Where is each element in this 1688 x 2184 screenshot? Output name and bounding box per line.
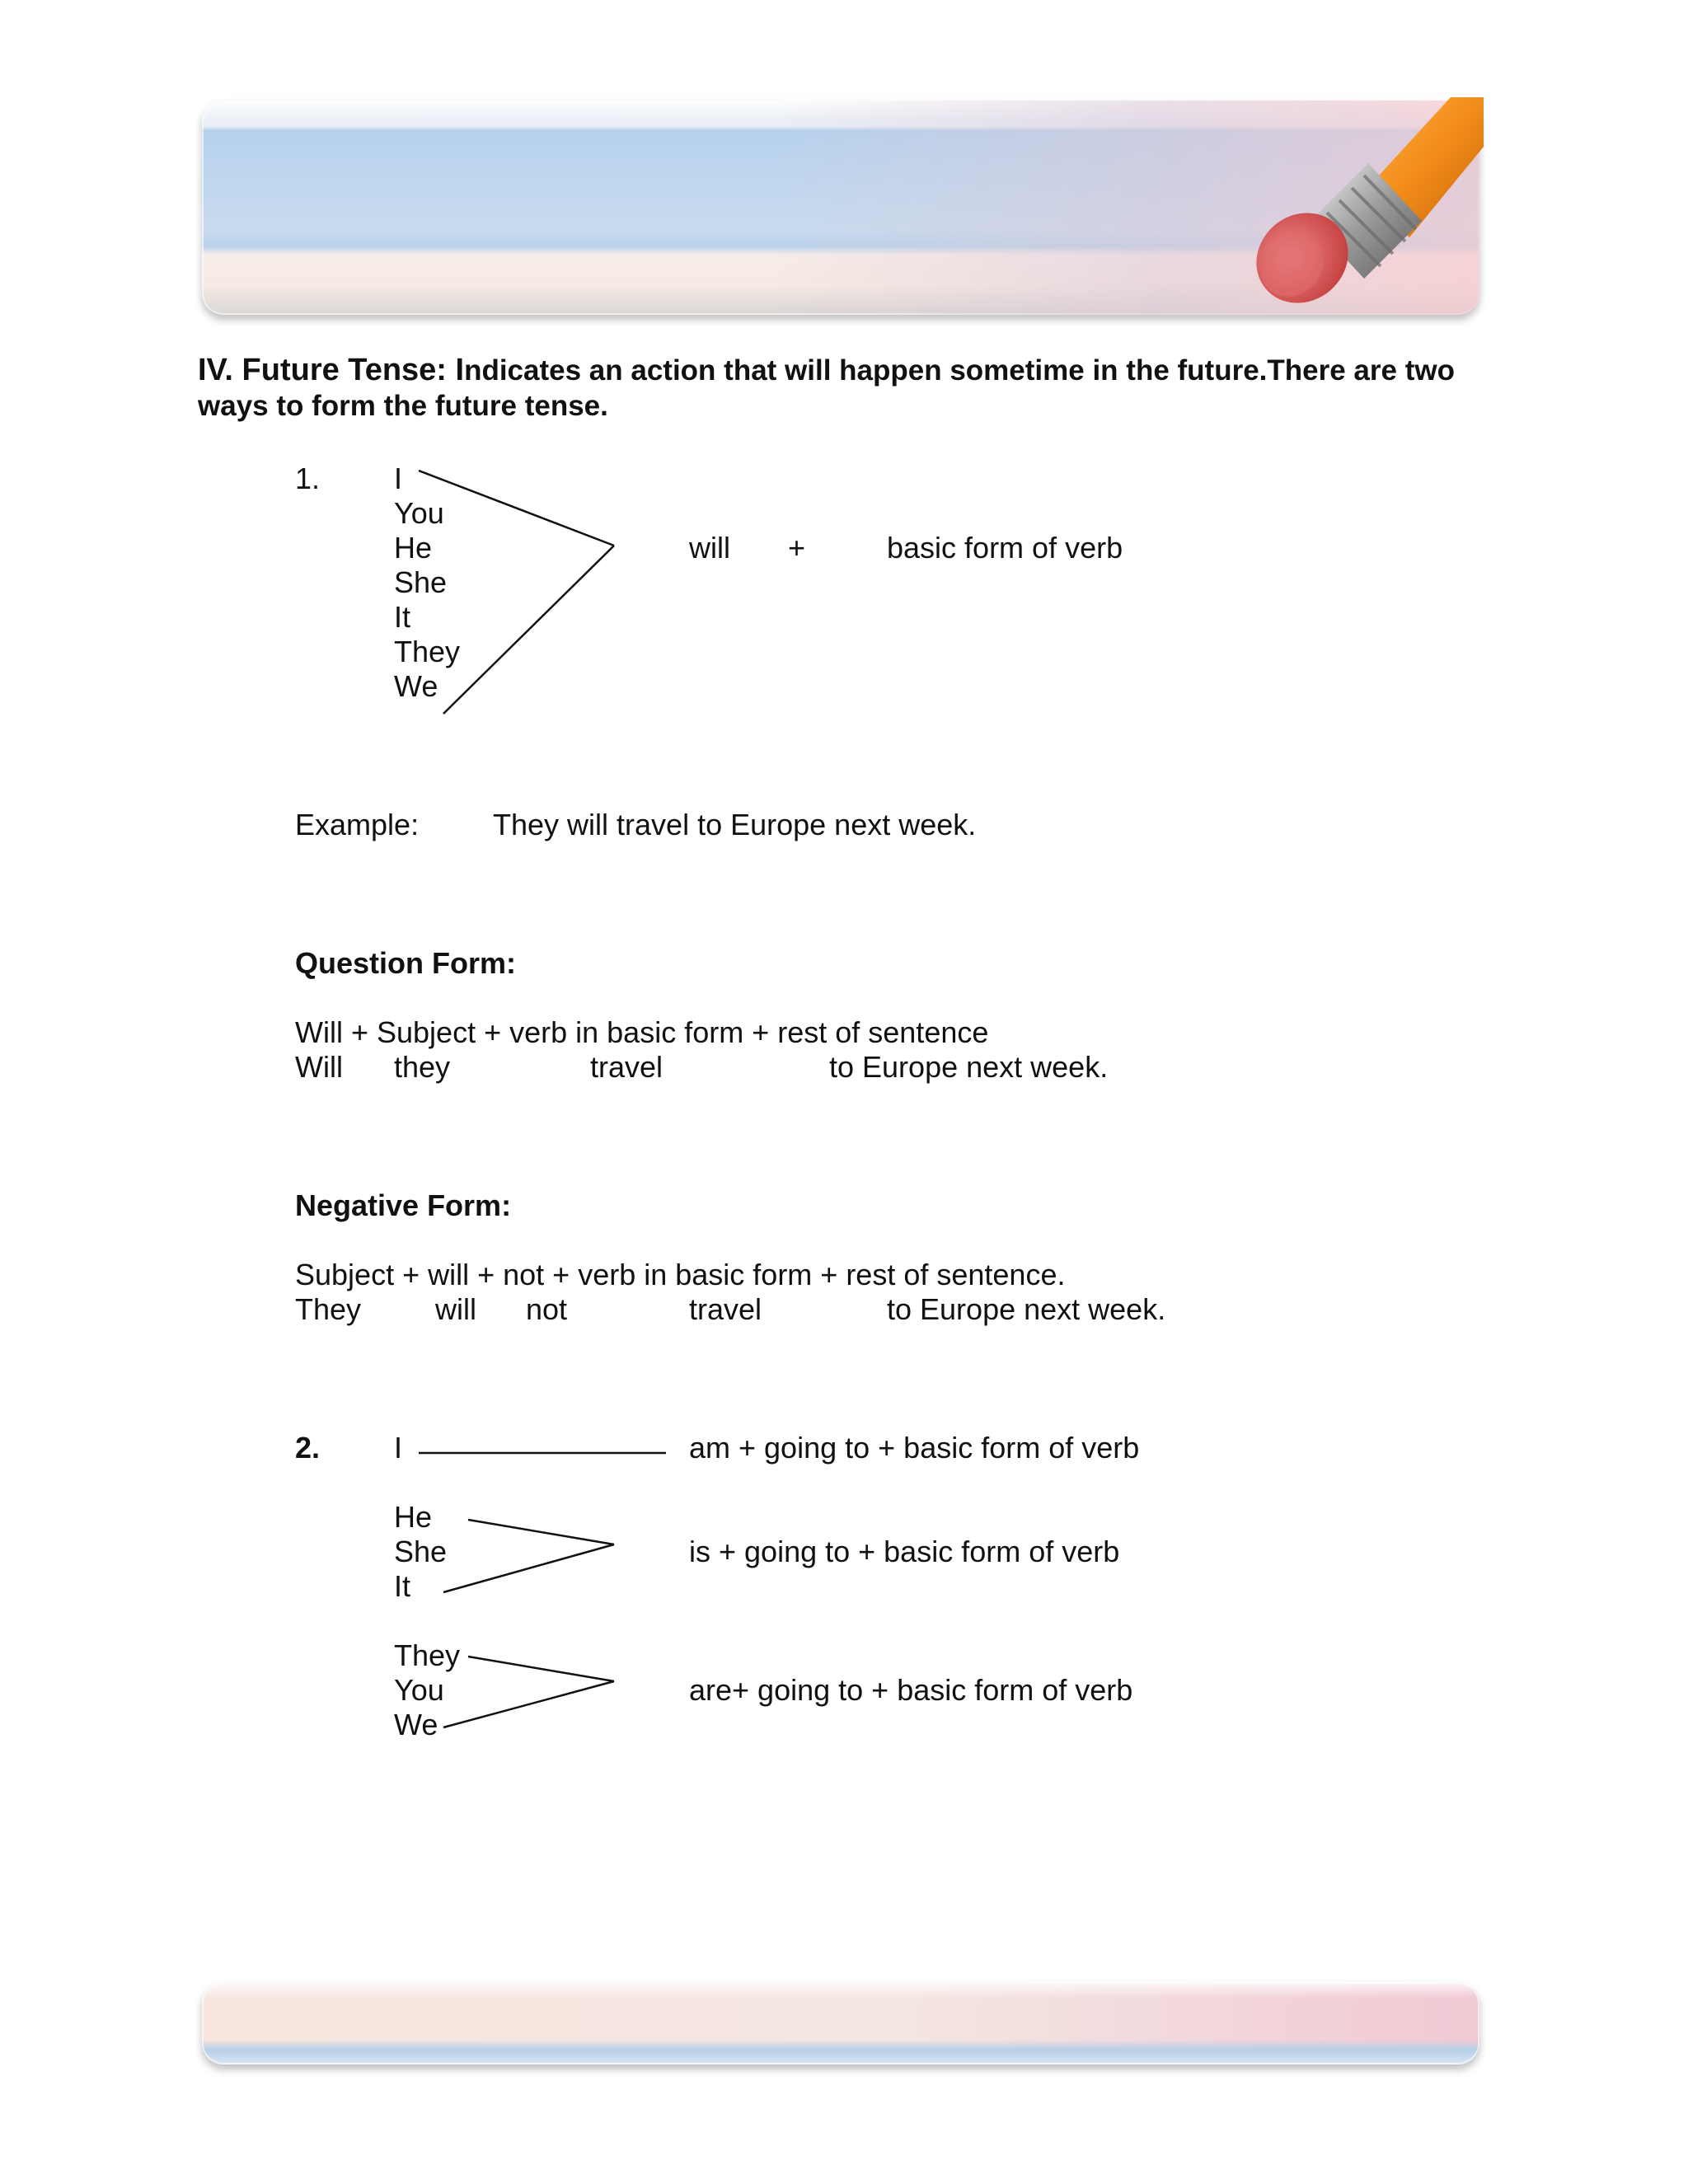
connector-we-to-will [443,546,614,714]
connector-we-to-are [443,1681,614,1727]
pronoun-she: She [394,565,448,599]
will-word: will [689,531,730,565]
is-going-to-rule: is + going to + basic form of verb [689,1535,1120,1568]
negative-word-rest: to Europe next week. [887,1292,1166,1326]
heading-title: IV. Future Tense: I [198,353,465,387]
plus-sign: + [788,531,806,565]
s2-pronoun-they: They [394,1638,461,1672]
question-form-title: Question Form: [295,946,516,980]
example-sentence: They will travel to Europe next week. [493,808,977,841]
pronoun-we: We [394,669,438,703]
are-going-to-rule: are+ going to + basic form of verb [689,1673,1133,1707]
connector-he-to-is [468,1520,614,1544]
connector-they-to-are [468,1657,614,1681]
example-label: Example: [295,808,420,841]
s2-pronoun-he: He [394,1500,433,1534]
negative-word-will: will [435,1292,476,1326]
s2-pronoun-we: We [394,1708,438,1741]
pencil-icon [1203,97,1484,312]
connector-it-to-is [443,1544,614,1592]
question-formula: Will + Subject + verb in basic form + rest of sentence [295,1015,989,1049]
negative-word-not: not [526,1292,568,1326]
bottom-banner [202,1982,1479,2064]
section-heading [198,353,1484,424]
am-going-to-rule: am + going to + basic form of verb [689,1431,1140,1465]
pronoun-you: You [394,496,444,530]
negative-formula: Subject + will + not + verb in basic form + rest of sentence. [295,1258,1066,1291]
s2-pronoun-she: She [394,1535,448,1568]
negative-word-they: They [295,1292,362,1326]
negative-form-title: Negative Form: [295,1188,512,1222]
pronoun-i: I [394,462,403,495]
question-word-they: they [394,1050,451,1084]
negative-word-travel: travel [689,1292,762,1326]
section-1-number: 1. [295,462,321,495]
pronoun-it: It [394,600,411,634]
section-2-number: 2. [295,1431,321,1465]
pronoun-he: He [394,531,433,565]
question-word-rest: to Europe next week. [829,1050,1109,1084]
s2-pronoun-you: You [394,1673,444,1707]
s2-pronoun-i: I [394,1431,403,1465]
basic-verb-rule: basic form of verb [887,531,1123,565]
s2-pronoun-it: It [394,1569,411,1603]
heading-text: ndicates an action that will happen sometime in the future.There are two ways to form the future tense. [198,354,1455,422]
pronoun-they: They [394,635,461,668]
question-word-travel: travel [590,1050,663,1084]
question-word-will: Will [295,1050,343,1084]
connector-i-to-will [419,471,614,546]
